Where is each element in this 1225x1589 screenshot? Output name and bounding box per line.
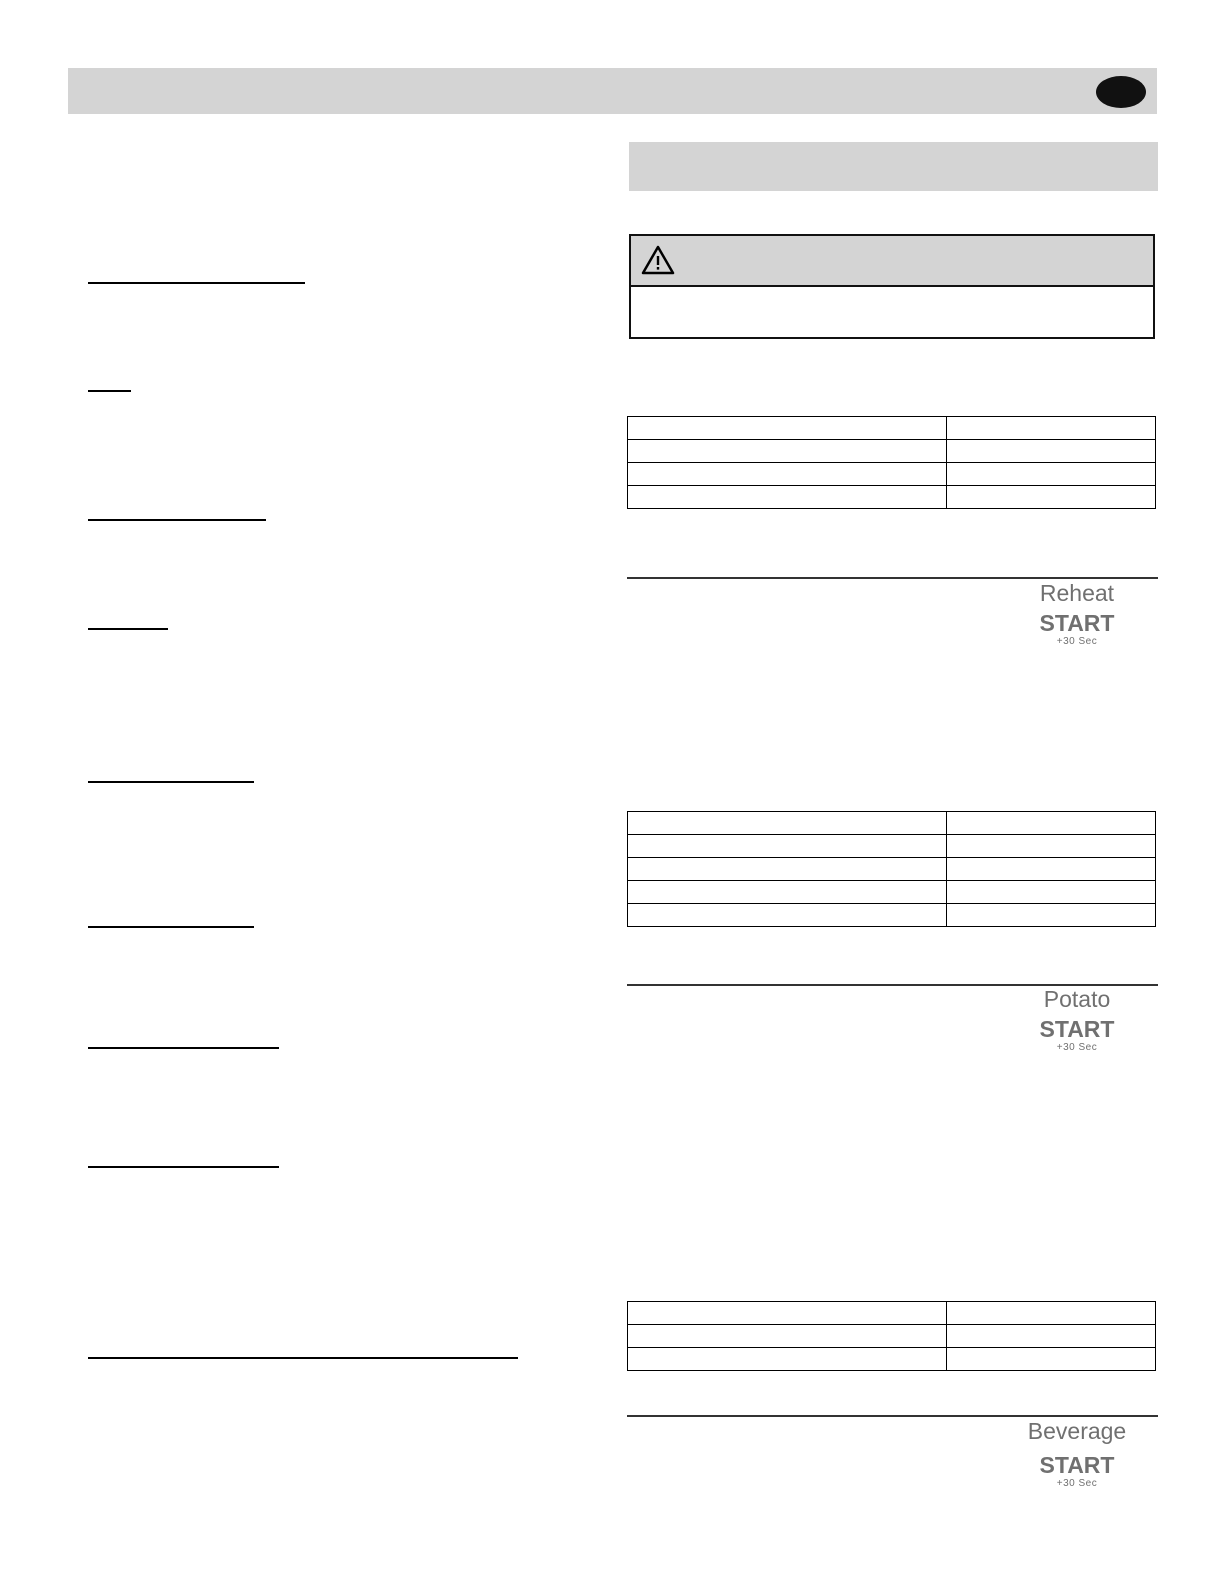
warning-header [631,236,1153,287]
table-row [628,835,1156,858]
heading-underline-5 [88,781,254,783]
heading-underline-1 [88,282,305,284]
language-badge [1096,76,1146,108]
heading-underline-4 [88,628,168,630]
table-row [628,463,1156,486]
reheat-table [627,416,1156,509]
section-title-band [629,142,1158,191]
table-row [628,881,1156,904]
section-divider [627,1415,1158,1417]
warning-box [629,234,1155,339]
key-name: Potato [1043,986,1111,1012]
section-divider [627,577,1158,579]
page-header-band [68,68,1157,114]
key-start: START [1039,610,1115,636]
beverage-table [627,1301,1156,1371]
table-row [628,858,1156,881]
reheat-key [1007,580,1147,648]
heading-underline-8 [88,1166,279,1168]
key-plus: +30 Sec [1056,1042,1098,1053]
table-row [628,1302,1156,1325]
table-row [628,1348,1156,1371]
heading-underline-3 [88,519,266,521]
table-row [628,1325,1156,1348]
heading-underline-6 [88,926,254,928]
potato-table [627,811,1156,927]
heading-underline-7 [88,1047,279,1049]
key-start: START [1039,1452,1115,1478]
key-name: Reheat [1039,580,1115,606]
warning-triangle-icon [641,245,675,275]
table-row [628,486,1156,509]
beverage-key [1007,1418,1147,1490]
key-start: START [1039,1016,1115,1042]
key-plus: +30 Sec [1056,1478,1098,1489]
potato-key [1007,986,1147,1054]
table-row [628,904,1156,927]
key-name: Beverage [1027,1418,1127,1444]
key-plus: +30 Sec [1056,636,1098,647]
heading-underline-2 [88,390,131,392]
table-row [628,440,1156,463]
table-row [628,417,1156,440]
table-row [628,812,1156,835]
heading-underline-9 [88,1357,518,1359]
